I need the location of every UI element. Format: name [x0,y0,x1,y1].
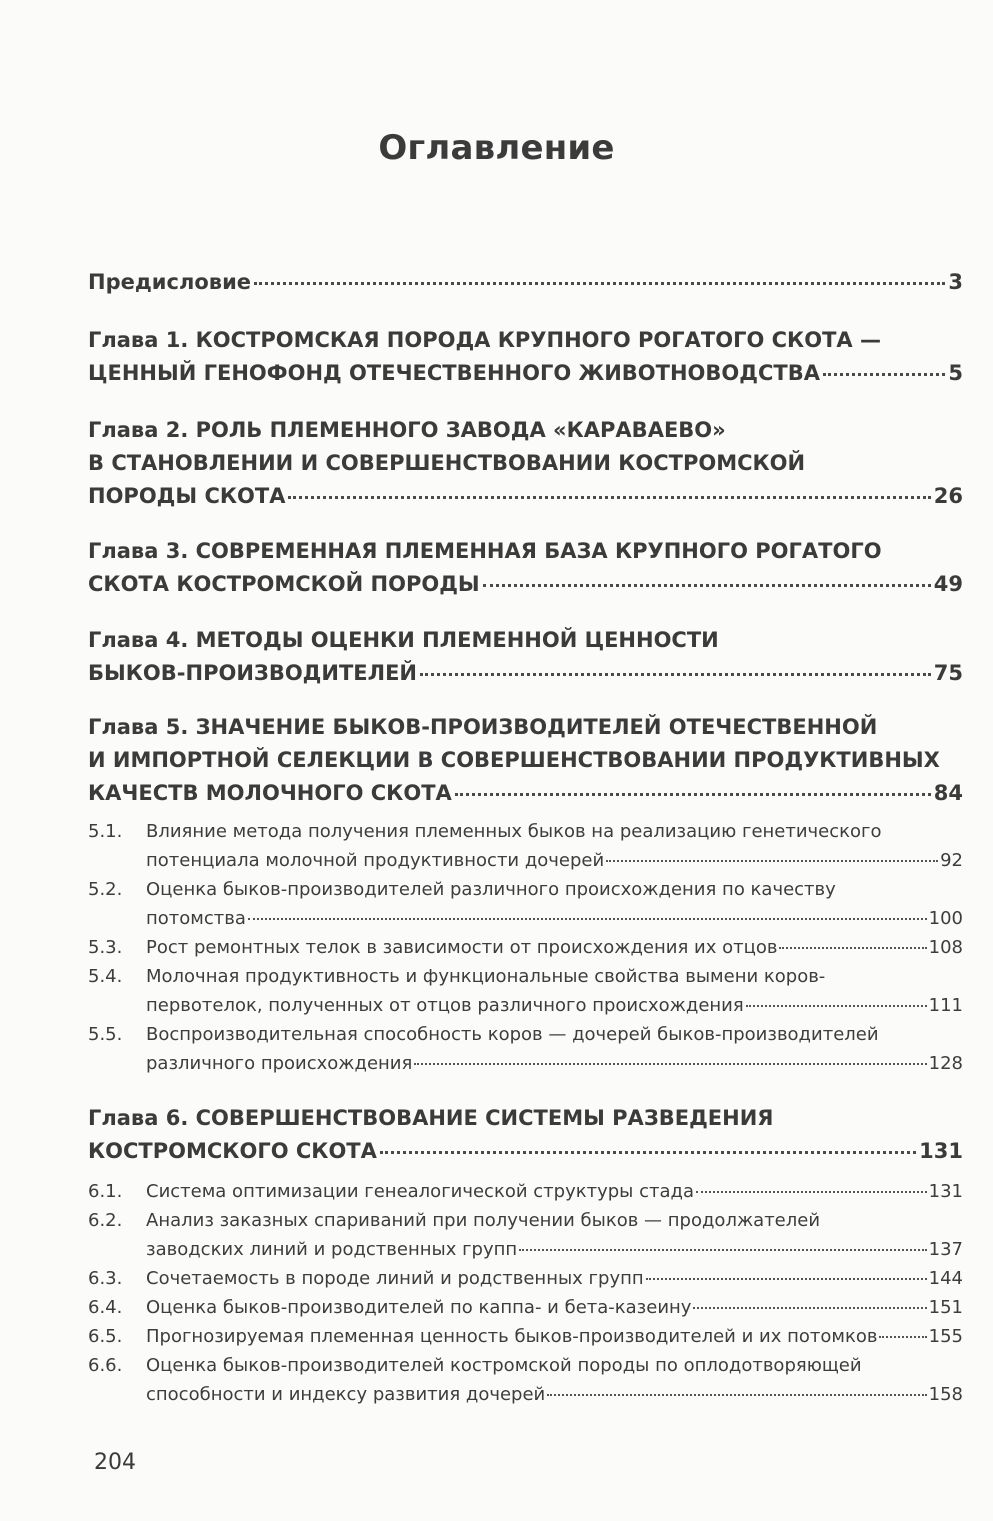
toc-line [88,568,963,601]
leader-dots [288,496,930,499]
toc-entry-label: различного происхождения [146,1053,413,1074]
toc-section-list-5 [88,817,963,1078]
leader-dots [380,1151,916,1154]
toc-chapter-1[interactable] [88,324,963,390]
toc-entry-label: потомства [146,908,246,929]
leader-dots [248,918,927,920]
toc-entry-label: первотелок, полученных от отцов различного происхождения [146,995,744,1016]
toc-chapter-2[interactable] [88,414,963,513]
toc-entry-label: Прогнозируемая племенная ценность быков-производителей и их потомков [146,1326,878,1347]
section-number: 6.2. [88,1210,123,1231]
toc-line: Глава 6. СОВЕРШЕНСТВОВАНИЕ СИСТЕМЫ РАЗВЕДЕНИЯ [88,1106,774,1130]
toc-chapter-4[interactable] [88,624,963,690]
toc-section-6-3[interactable] [88,1264,963,1293]
toc-line: Глава 2. РОЛЬ ПЛЕМЕННОГО ЗАВОДА «КАРАВАЕВО» [88,418,726,442]
leader-dots [455,793,931,796]
toc-line: В СТАНОВЛЕНИИ И СОВЕРШЕНСТВОВАНИИ КОСТРОМСКОЙ [88,451,806,475]
toc-chapter-3[interactable] [88,535,963,601]
leader-dots [519,1249,926,1251]
toc-entry-label: потенциала молочной продуктивности дочерей [146,850,605,871]
toc-line: Влияние метода получения племенных быков на реализацию генетического [146,821,882,842]
toc-entry-label: Предисловие [88,270,252,294]
leader-dots [693,1307,926,1309]
toc-line [146,904,963,933]
toc-section-6-1[interactable] [88,1177,963,1206]
leader-dots [414,1063,926,1065]
toc-page-number: 49 [933,572,963,596]
toc-line [146,1049,963,1078]
toc-entry-label: ПОРОДЫ СКОТА [88,484,286,508]
toc-section-list-6 [88,1177,963,1409]
leader-dots [420,673,931,676]
toc-line [146,933,963,962]
section-number: 5.4. [88,966,123,987]
toc-line: Глава 3. СОВРЕМЕННАЯ ПЛЕМЕННАЯ БАЗА КРУПНОГО РОГАТОГО [88,539,882,563]
toc-line [146,1293,963,1322]
toc-page-number: 137 [928,1239,963,1260]
leader-dots [746,1005,927,1007]
leader-dots [696,1191,927,1193]
toc-entry-label: КАЧЕСТВ МОЛОЧНОГО СКОТА [88,781,452,805]
section-number: 5.3. [88,937,123,958]
toc-line [146,991,963,1020]
toc-line [88,1135,963,1168]
toc-section-6-6[interactable] [88,1351,963,1409]
toc-line: Глава 1. КОСТРОМСКАЯ ПОРОДА КРУПНОГО РОГАТОГО СКОТА — [88,328,881,352]
toc-line: И ИМПОРТНОЙ СЕЛЕКЦИИ В СОВЕРШЕНСТВОВАНИИ ПРОДУКТИВНЫХ [88,748,940,772]
toc-line [146,1177,963,1206]
toc-line: Оценка быков-производителей различного происхождения по качеству [146,879,836,900]
toc-entry-label: ЦЕННЫЙ ГЕНОФОНД ОТЕЧЕСТВЕННОГО ЖИВОТНОВОДСТВА [88,361,820,385]
toc-entry-foreword[interactable] [88,266,963,299]
section-number: 6.3. [88,1268,123,1289]
toc-line [146,1322,963,1351]
toc-entry-label: СКОТА КОСТРОМСКОЙ ПОРОДЫ [88,572,480,596]
toc-page-number: 75 [933,661,963,685]
section-number: 5.2. [88,879,123,900]
toc-line [146,1235,963,1264]
toc-line [146,846,963,875]
toc-line: Воспроизводительная способность коров — дочерей быков-производителей [146,1024,879,1045]
toc-line [88,777,963,810]
toc-page-number: 100 [928,908,963,929]
toc-line [146,1380,963,1409]
toc-line [88,480,963,513]
toc-entry-label: Рост ремонтных телок в зависимости от происхождения их отцов [146,937,778,958]
leader-dots [606,860,938,862]
toc-line [88,266,963,299]
toc-section-5-1[interactable] [88,817,963,875]
toc-section-5-3[interactable] [88,933,963,962]
toc-entry-label: Оценка быков-производителей по каппа- и бета-казеину [146,1297,692,1318]
section-number: 5.1. [88,821,123,842]
toc-section-6-4[interactable] [88,1293,963,1322]
leader-dots [646,1278,927,1280]
section-number: 6.5. [88,1326,123,1347]
toc-entry-label: БЫКОВ-ПРОИЗВОДИТЕЛЕЙ [88,661,417,685]
toc-section-5-4[interactable] [88,962,963,1020]
toc-line [88,657,963,690]
leader-dots [547,1394,926,1396]
section-number: 6.6. [88,1355,123,1376]
toc-page-number: 111 [928,995,963,1016]
section-number: 6.1. [88,1181,123,1202]
toc-page-number: 131 [928,1181,963,1202]
toc-page-number: 108 [928,937,963,958]
toc-page-number: 131 [919,1139,963,1163]
toc-section-6-5[interactable] [88,1322,963,1351]
leader-dots [823,373,945,376]
toc-line [88,357,963,390]
toc-line: Молочная продуктивность и функциональные свойства вымени коров- [146,966,826,987]
toc-chapter-5[interactable] [88,711,963,810]
toc-entry-label: КОСТРОМСКОГО СКОТА [88,1139,377,1163]
toc-line: Глава 5. ЗНАЧЕНИЕ БЫКОВ-ПРОИЗВОДИТЕЛЕЙ ОТЕЧЕСТВЕННОЙ [88,715,878,739]
toc-section-5-2[interactable] [88,875,963,933]
toc-page-number: 5 [948,361,963,385]
toc-entry-label: Сочетаемость в породе линий и родственных групп [146,1268,644,1289]
toc-page-number: 158 [928,1384,963,1405]
toc-page-number: 92 [940,850,963,871]
toc-page-number: 155 [928,1326,963,1347]
page-number: 204 [94,1450,136,1475]
toc-line: Оценка быков-производителей костромской породы по оплодотворяющей [146,1355,862,1376]
toc-page-number: 3 [948,270,963,294]
leader-dots [483,584,931,587]
toc-page-number: 128 [928,1053,963,1074]
toc-section-5-5[interactable] [88,1020,963,1078]
toc-page-number: 151 [928,1297,963,1318]
toc-entry-label: способности и индексу развития дочерей [146,1384,546,1405]
leader-dots [879,1336,926,1338]
toc-chapter-6[interactable] [88,1102,963,1168]
leader-dots [254,282,945,285]
toc-entry-label: заводских линий и родственных групп [146,1239,518,1260]
toc-page-number: 26 [933,484,963,508]
leader-dots [779,947,926,949]
toc-page-number: 84 [933,781,963,805]
toc-page-number: 144 [928,1268,963,1289]
toc-line [146,1264,963,1293]
section-number: 6.4. [88,1297,123,1318]
page-title: Оглавление [378,128,615,168]
toc-entry-label: Система оптимизации генеалогической структуры стада [146,1181,694,1202]
toc-line: Глава 4. МЕТОДЫ ОЦЕНКИ ПЛЕМЕННОЙ ЦЕННОСТИ [88,628,719,652]
section-number: 5.5. [88,1024,123,1045]
toc-section-6-2[interactable] [88,1206,963,1264]
toc-line: Анализ заказных спариваний при получении быков — продолжателей [146,1210,821,1231]
